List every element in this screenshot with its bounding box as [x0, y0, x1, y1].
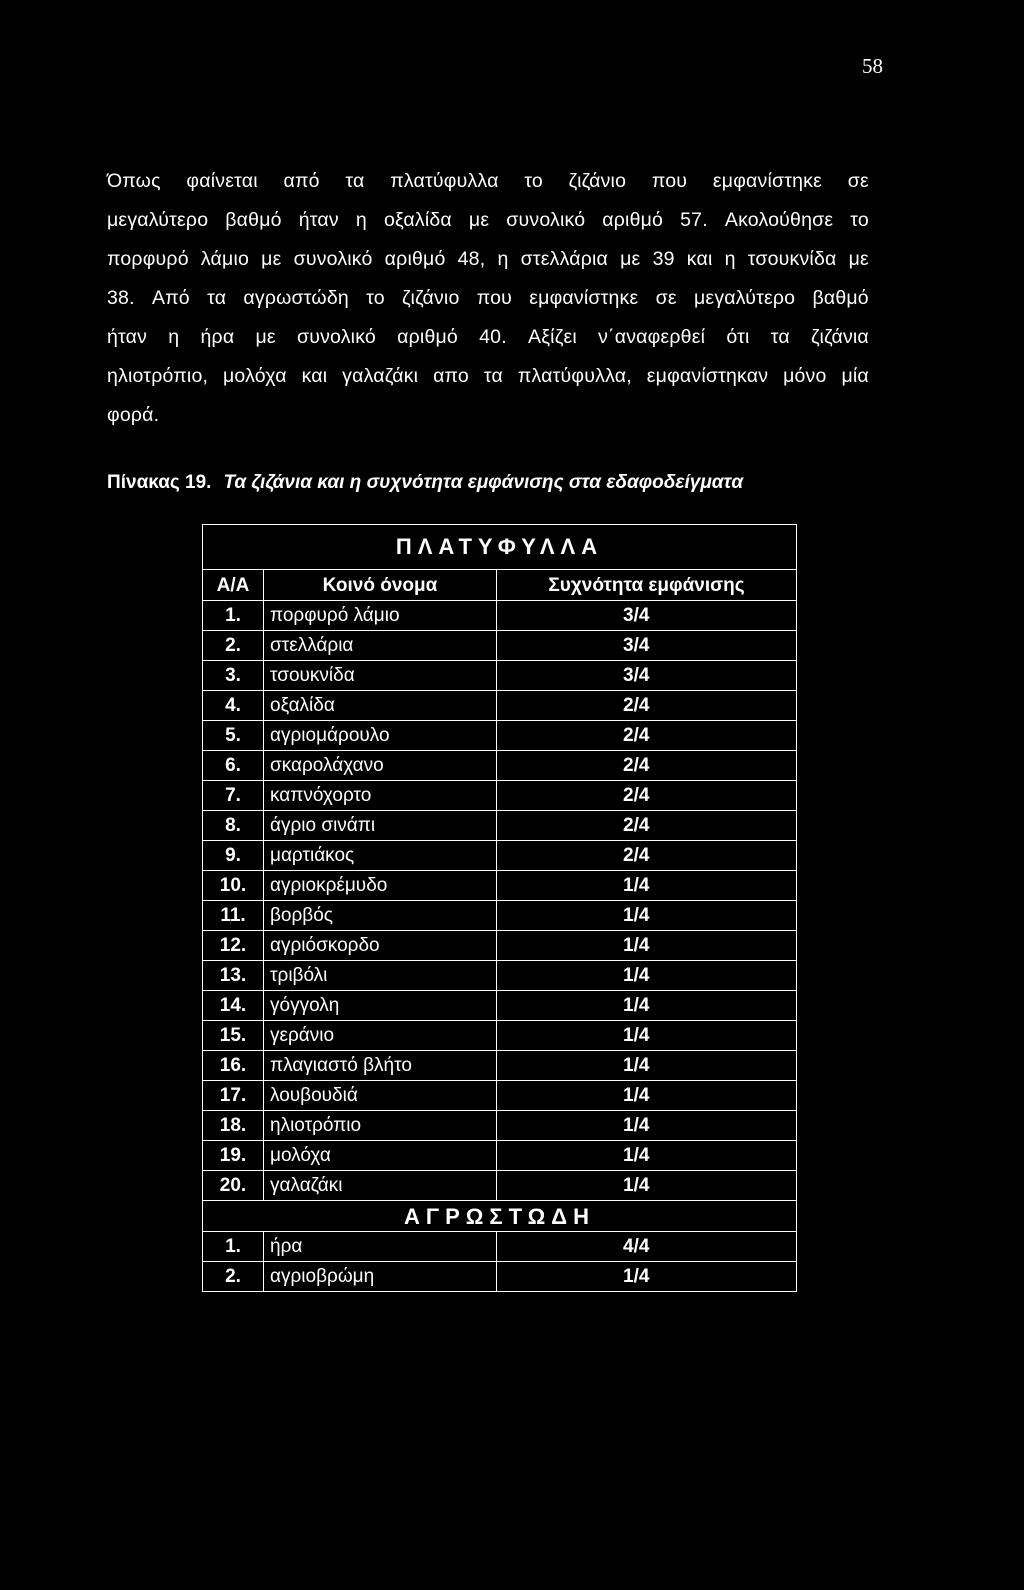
paragraph-word: σε — [655, 287, 677, 309]
paragraph-word: ν΄αναφερθεί — [598, 326, 706, 348]
paragraph-line — [107, 240, 869, 279]
paragraph-word: και — [301, 365, 328, 387]
paragraph-line — [107, 162, 869, 201]
row-common-name: τσουκνίδα — [264, 661, 497, 691]
paragraph-word: μεγαλύτερο — [693, 287, 796, 309]
paragraph-word: το — [366, 287, 385, 309]
paragraph-word: η — [724, 248, 736, 270]
paragraph-word: εμφανίστηκε — [529, 287, 639, 309]
row-common-name: μολόχα — [264, 1141, 497, 1171]
paragraph-word: οξαλίδα — [383, 209, 452, 231]
header-common-name: Κοινό όνομα — [264, 570, 497, 601]
table-row — [203, 961, 797, 991]
paragraph-word: Από — [151, 287, 190, 309]
row-number: 18. — [203, 1111, 264, 1141]
paragraph-word: Ακολούθησε — [724, 209, 834, 231]
row-number: 20. — [203, 1171, 264, 1201]
paragraph-word: με — [468, 209, 490, 231]
row-number: 12. — [203, 931, 264, 961]
table-caption-label: Πίνακας 19. — [107, 472, 212, 493]
row-common-name: αγριοκρέμυδο — [264, 871, 497, 901]
paragraph-word: βαθμό — [812, 287, 869, 309]
row-common-name: ήρα — [264, 1232, 497, 1262]
paragraph-word: ήταν — [298, 209, 339, 231]
row-common-name: γόγγολη — [264, 991, 497, 1021]
table-row — [203, 1262, 797, 1292]
table-row — [203, 1051, 797, 1081]
table-row — [203, 811, 797, 841]
row-common-name: μαρτιάκος — [264, 841, 497, 871]
row-number: 2. — [203, 1262, 264, 1292]
row-number: 6. — [203, 751, 264, 781]
row-frequency: 2/4 — [497, 811, 797, 841]
row-common-name: πορφυρό λάμιο — [264, 601, 497, 631]
row-frequency: 2/4 — [497, 721, 797, 751]
paragraph-line — [107, 279, 869, 318]
row-frequency: 1/4 — [497, 1141, 797, 1171]
table-row — [203, 1141, 797, 1171]
paragraph-word: από — [283, 170, 320, 192]
row-frequency: 3/4 — [497, 601, 797, 631]
paragraph-word: που — [476, 287, 513, 309]
row-number: 11. — [203, 901, 264, 931]
paragraph-word: η — [168, 326, 180, 348]
paragraph-word: Όπως — [107, 170, 161, 192]
paragraph-word: αριθμό — [602, 209, 664, 231]
table-row — [203, 841, 797, 871]
row-frequency: 2/4 — [497, 781, 797, 811]
row-frequency: 1/4 — [497, 1111, 797, 1141]
header-frequency: Συχνότητα εμφάνισης — [497, 570, 797, 601]
row-number: 16. — [203, 1051, 264, 1081]
paragraph-word: βαθμό — [225, 209, 282, 231]
paragraph-word: ζιζάνιο — [402, 287, 460, 309]
table-row — [203, 1111, 797, 1141]
table-row — [203, 901, 797, 931]
table-row — [203, 691, 797, 721]
paragraph-word: μεγαλύτερο — [107, 209, 209, 231]
row-frequency: 1/4 — [497, 961, 797, 991]
paragraph-line — [107, 396, 869, 435]
paragraph-word: τσουκνίδα — [747, 248, 837, 270]
body-paragraph — [107, 162, 869, 435]
weed-frequency-table — [202, 524, 797, 1292]
row-common-name: αγριομάρουλο — [264, 721, 497, 751]
table-row — [203, 661, 797, 691]
table-caption-title: Τα ζιζάνια και η συχνότητα εμφάνισης στα εδαφοδείγματα — [223, 472, 744, 493]
row-number: 1. — [203, 601, 264, 631]
paragraph-word: και — [686, 248, 713, 270]
paragraph-line — [107, 357, 869, 396]
paragraph-word: που — [651, 170, 688, 192]
row-common-name: οξαλίδα — [264, 691, 497, 721]
paragraph-word: ηλιοτρόπιο, — [107, 365, 209, 387]
paragraph-word: ήταν — [107, 326, 148, 348]
row-number: 7. — [203, 781, 264, 811]
paragraph-word: τα — [207, 287, 227, 309]
paragraph-word: εμφανίστηκαν — [646, 365, 769, 387]
paragraph-word: πλατύφυλλα, — [517, 365, 632, 387]
paragraph-word: ήρα — [200, 326, 235, 348]
table-row — [203, 721, 797, 751]
paragraph-word: με — [261, 248, 282, 270]
row-common-name: λουβουδιά — [264, 1081, 497, 1111]
paragraph-word: πλατύφυλλα — [390, 170, 499, 192]
row-common-name: πλαγιαστό βλήτο — [264, 1051, 497, 1081]
paragraph-word: Αξίζει — [528, 326, 577, 348]
table-row — [203, 1021, 797, 1051]
paragraph-word: εμφανίστηκε — [712, 170, 823, 192]
table-row — [203, 871, 797, 901]
row-frequency: 1/4 — [497, 991, 797, 1021]
paragraph-word: γαλαζάκι — [342, 365, 419, 387]
paragraph-line — [107, 318, 869, 357]
paragraph-word: η — [355, 209, 367, 231]
paragraph-word: ότι — [726, 326, 750, 348]
paragraph-word: 38. — [107, 287, 135, 309]
row-number: 9. — [203, 841, 264, 871]
table-row — [203, 1081, 797, 1111]
paragraph-word: απο — [433, 365, 469, 387]
paragraph-word: με — [620, 248, 641, 270]
table-row — [203, 781, 797, 811]
table-row — [203, 931, 797, 961]
row-number: 1. — [203, 1232, 264, 1262]
row-frequency: 1/4 — [497, 1051, 797, 1081]
table-caption — [107, 472, 743, 494]
row-frequency: 1/4 — [497, 1171, 797, 1201]
paragraph-word: μολόχα — [223, 365, 287, 387]
row-frequency: 2/4 — [497, 691, 797, 721]
row-number: 14. — [203, 991, 264, 1021]
paragraph-word: η — [497, 248, 509, 270]
row-frequency: 1/4 — [497, 901, 797, 931]
paragraph-line — [107, 201, 869, 240]
paragraph-word: στελλάρια — [520, 248, 609, 270]
row-number: 8. — [203, 811, 264, 841]
row-frequency: 2/4 — [497, 841, 797, 871]
row-number: 3. — [203, 661, 264, 691]
row-common-name: σκαρολάχανο — [264, 751, 497, 781]
row-common-name: τριβόλι — [264, 961, 497, 991]
table-row — [203, 1171, 797, 1201]
row-frequency: 1/4 — [497, 1081, 797, 1111]
table-header-row — [203, 570, 797, 601]
paragraph-word: ζιζάνιο — [568, 170, 627, 192]
paragraph-word: τα — [345, 170, 365, 192]
row-frequency: 2/4 — [497, 751, 797, 781]
table-row — [203, 601, 797, 631]
paragraph-word: μία — [841, 365, 869, 387]
paragraph-word: 48, — [457, 248, 486, 270]
section-row-broadleaf — [203, 525, 797, 570]
row-frequency: 3/4 — [497, 661, 797, 691]
row-frequency: 1/4 — [497, 1021, 797, 1051]
row-number: 19. — [203, 1141, 264, 1171]
table-row — [203, 1232, 797, 1262]
row-common-name: ηλιοτρόπιο — [264, 1111, 497, 1141]
row-common-name: γαλαζάκι — [264, 1171, 497, 1201]
paragraph-word: σε — [847, 170, 869, 192]
section-title-grass: ΑΓΡΩΣΤΩΔΗ — [203, 1201, 797, 1232]
header-number: Α/Α — [203, 570, 264, 601]
row-frequency: 3/4 — [497, 631, 797, 661]
paragraph-word: το — [524, 170, 543, 192]
table-row — [203, 991, 797, 1021]
row-common-name: άγριο σινάπι — [264, 811, 497, 841]
paragraph-word: το — [850, 209, 869, 231]
row-number: 15. — [203, 1021, 264, 1051]
paragraph-word: 57. — [680, 209, 708, 231]
page-number: 58 — [862, 54, 883, 78]
row-number: 13. — [203, 961, 264, 991]
paragraph-word: λάμιο — [200, 248, 250, 270]
paragraph-word: 40. — [479, 326, 507, 348]
paragraph-word: αγρωστώδη — [243, 287, 349, 309]
section-title-broadleaf: ΠΛΑΤΥΦΥΛΛΑ — [203, 525, 797, 570]
row-frequency: 4/4 — [497, 1232, 797, 1262]
paragraph-word: πορφυρό — [107, 248, 189, 270]
row-number: 5. — [203, 721, 264, 751]
paragraph-word: τα — [483, 365, 503, 387]
paragraph-word: φορά. — [107, 404, 160, 426]
paragraph-word: ζιζάνια — [811, 326, 869, 348]
paragraph-word: με — [848, 248, 869, 270]
table-row — [203, 751, 797, 781]
paragraph-word: συνολικό — [506, 209, 586, 231]
row-frequency: 1/4 — [497, 871, 797, 901]
row-common-name: βορβός — [264, 901, 497, 931]
paragraph-word: φαίνεται — [186, 170, 258, 192]
row-common-name: αγριοβρώμη — [264, 1262, 497, 1292]
row-common-name: στελλάρια — [264, 631, 497, 661]
row-frequency: 1/4 — [497, 931, 797, 961]
paragraph-word: αριθμό — [384, 248, 446, 270]
row-frequency: 1/4 — [497, 1262, 797, 1292]
row-number: 2. — [203, 631, 264, 661]
row-common-name: γεράνιο — [264, 1021, 497, 1051]
paragraph-word: αριθμό — [397, 326, 458, 348]
paragraph-word: τα — [770, 326, 790, 348]
paragraph-word: μόνο — [783, 365, 827, 387]
table-row — [203, 631, 797, 661]
row-number: 17. — [203, 1081, 264, 1111]
paragraph-word: συνολικό — [297, 326, 376, 348]
paragraph-word: 39 — [652, 248, 675, 270]
section-row-grass — [203, 1201, 797, 1232]
paragraph-word: συνολικό — [293, 248, 373, 270]
row-number: 10. — [203, 871, 264, 901]
paragraph-word: με — [255, 326, 276, 348]
row-number: 4. — [203, 691, 264, 721]
row-common-name: καπνόχορτο — [264, 781, 497, 811]
row-common-name: αγριόσκορδο — [264, 931, 497, 961]
